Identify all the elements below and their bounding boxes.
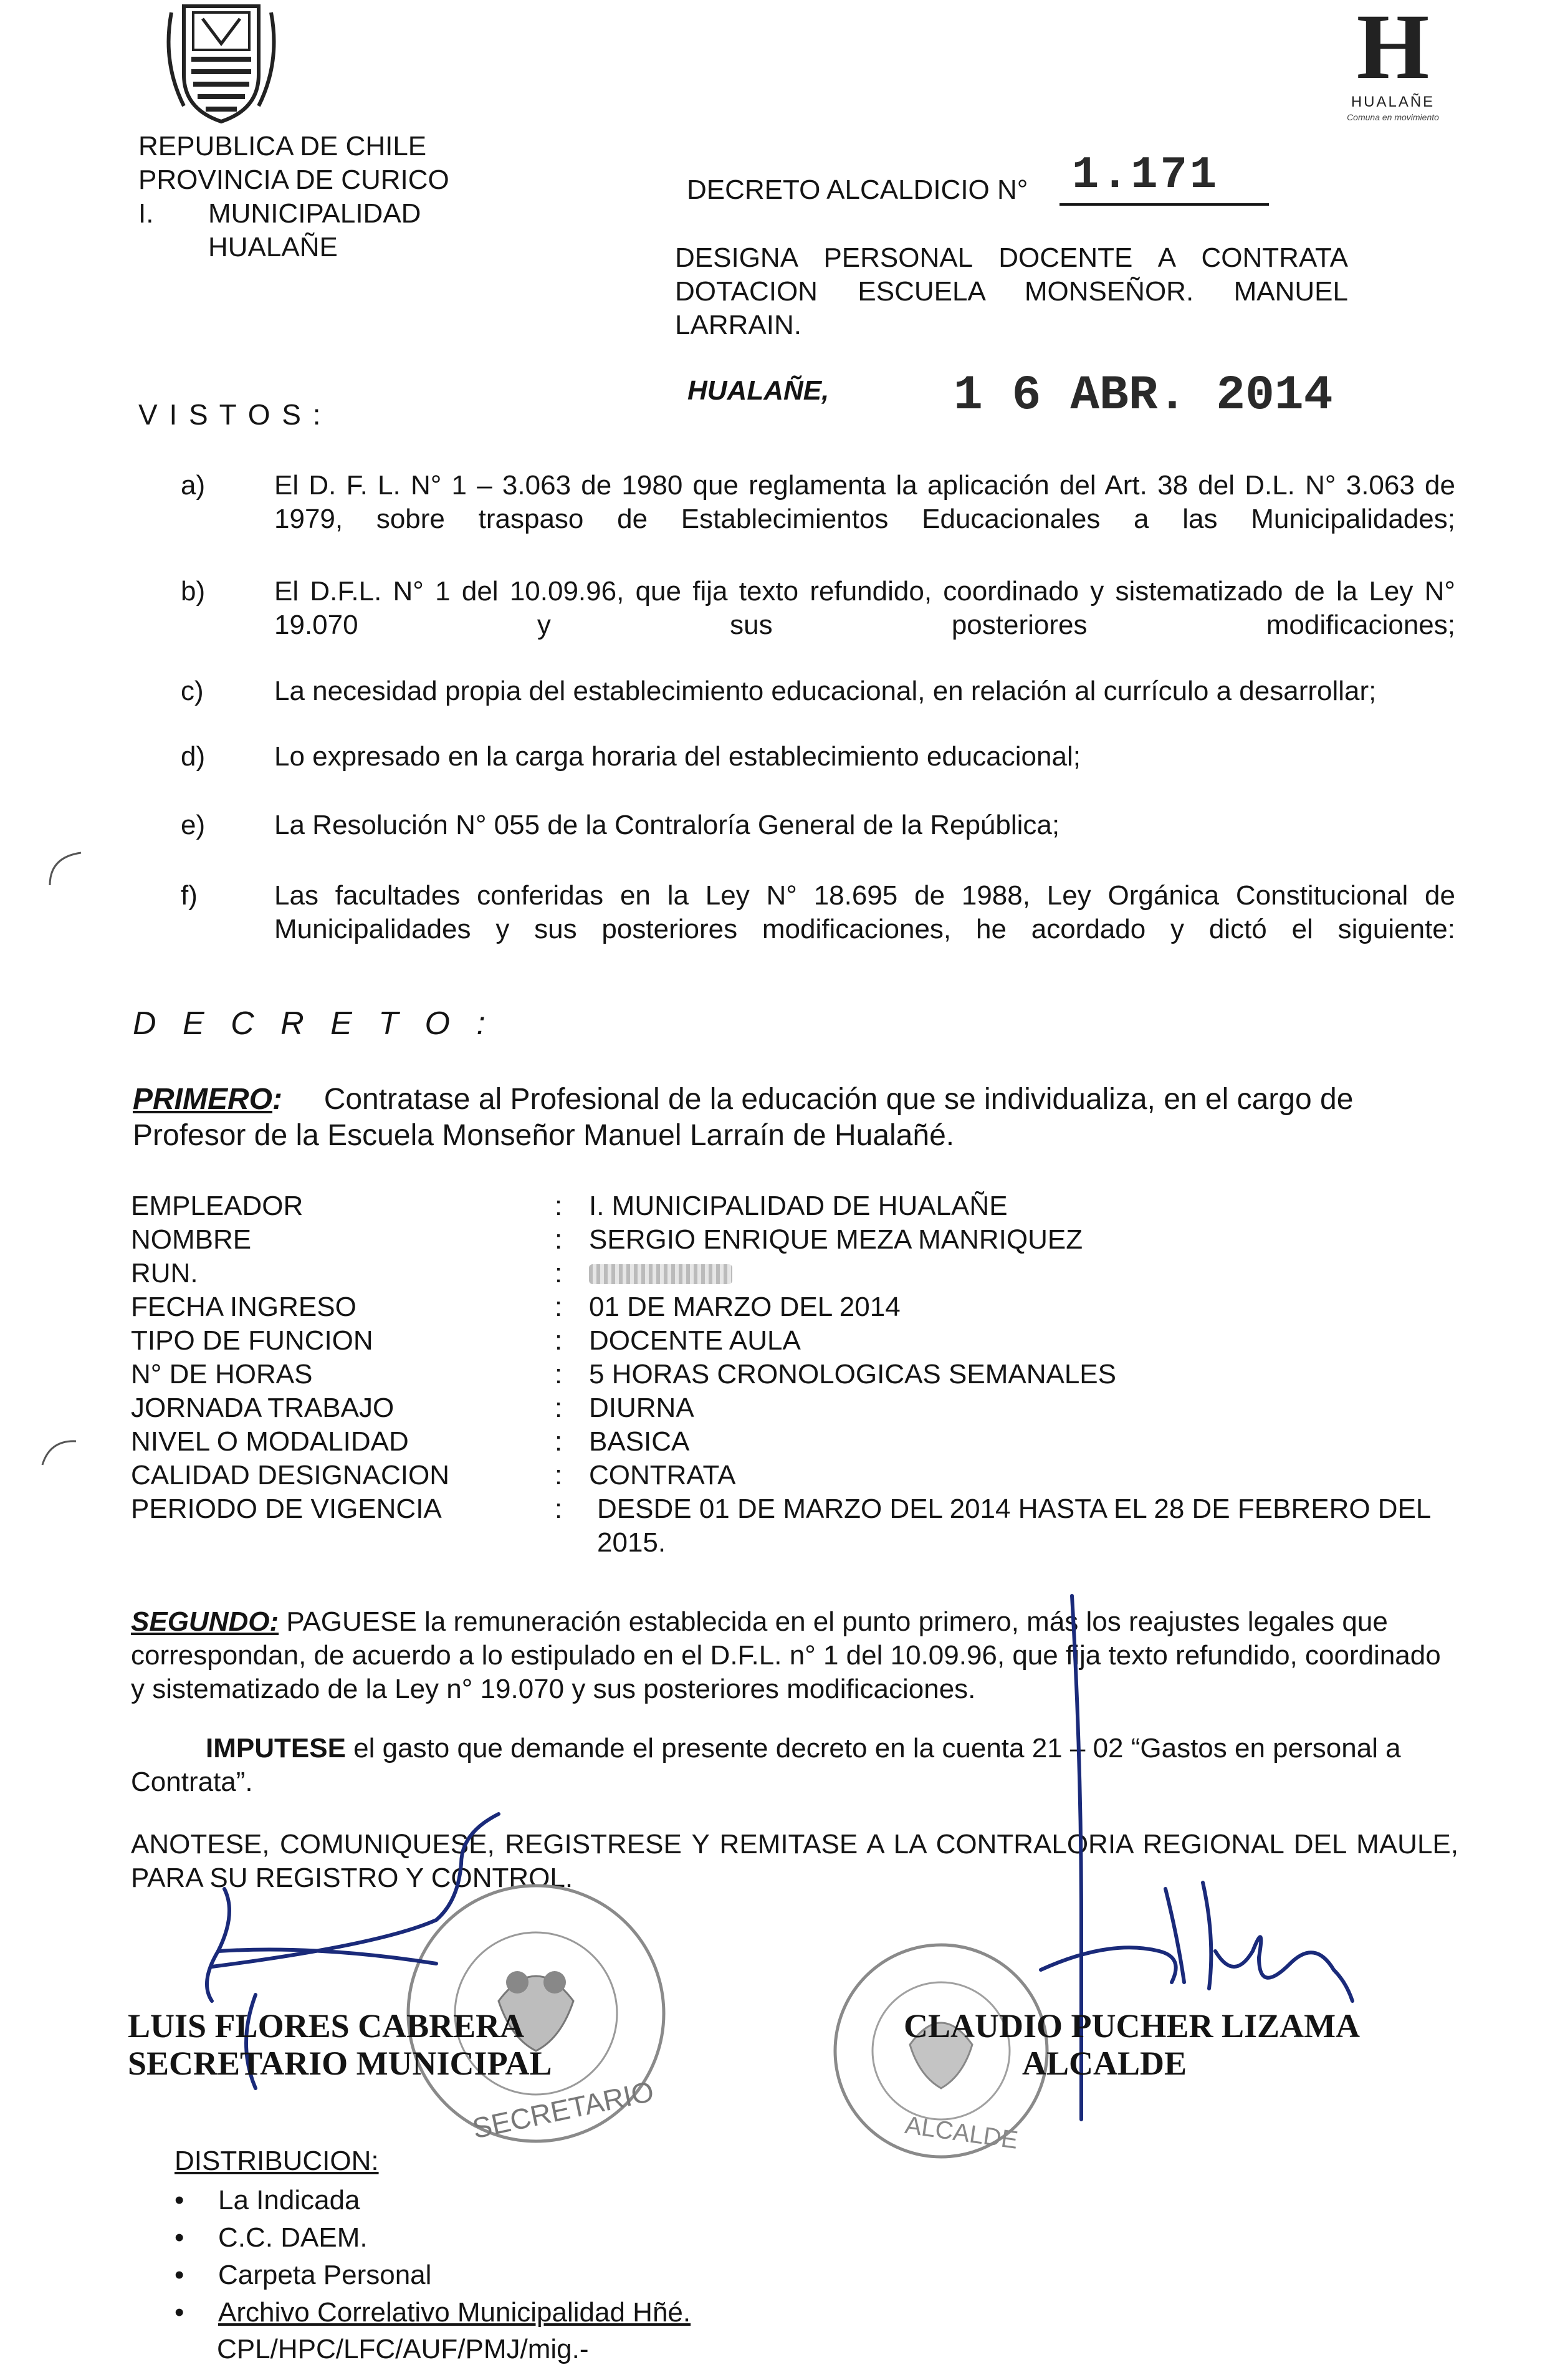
vistos-title: V I S T O S : (138, 398, 323, 431)
margin-mark (44, 848, 87, 891)
issuer-municipality-prefix: I. (138, 198, 154, 229)
mayor-stamp-text: ALCALDE (903, 2111, 1020, 2154)
field-colon: : (555, 1224, 563, 1255)
vistos-letter: f) (181, 880, 198, 911)
segundo-text: PAGUESE la remuneración establecida en el punto primero, más los reajustes legales que correspondan, de acuerdo a lo estipulado en el D.F.L. n° 1 del 10.09.96, que fija texto refundido, coordinado y sistematizado de la Ley n° 19.070 y sus posteriores modificaciones. (131, 1606, 1441, 1704)
primero-body (133, 1082, 1463, 1154)
field-colon: : (555, 1258, 563, 1288)
field-label: CALIDAD DESIGNACION (131, 1460, 449, 1490)
field-value: CONTRATA (589, 1460, 736, 1490)
field-value: I. MUNICIPALIDAD DE HUALAÑE (589, 1191, 1008, 1221)
municipal-crest-logo (159, 0, 284, 125)
decree-subject: DESIGNA PERSONAL DOCENTE A CONTRATA DOTACION ESCUELA MONSEÑOR. MANUEL LARRAIN. (675, 242, 1348, 340)
mayor-name: CLAUDIO PUCHER LIZAMA (904, 2007, 1361, 2045)
field-label: TIPO DE FUNCION (131, 1325, 373, 1356)
field-colon: : (555, 1191, 563, 1221)
field-label: JORNADA TRABAJO (131, 1393, 395, 1423)
field-value: SERGIO ENRIQUE MEZA MANRIQUEZ (589, 1224, 1083, 1255)
imputese-text: el gasto que demande el presente decreto en la cuenta 21 – 02 “Gastos en personal a Contrata”. (131, 1733, 1401, 1797)
anotese-paragraph: ANOTESE, COMUNIQUESE, REGISTRESE Y REMITASE A LA CONTRALORIA REGIONAL DEL MAULE, PARA SU REGISTRO Y CONTROL. (131, 1829, 1458, 1893)
primero-colon: : (272, 1083, 282, 1116)
field-label: FECHA INGRESO (131, 1292, 356, 1322)
issuer-municipality (138, 197, 449, 231)
vistos-letter: c) (181, 676, 204, 706)
field-colon: : (555, 1393, 563, 1423)
vistos-text: Las facultades conferidas en la Ley N° 18.695 de 1988, Ley Orgánica Constitucional de Municipalidades y sus posteriores modificaciones, he acordado y dictó el siguiente: (274, 880, 1455, 944)
vistos-text: Lo expresado en la carga horaria del establecimiento educacional; (274, 741, 1081, 772)
decree-label: DECRETO ALCALDICIO N° (687, 175, 1028, 205)
field-label: PERIODO DE VIGENCIA (131, 1494, 442, 1524)
vistos-letter: d) (181, 741, 206, 772)
vistos-text: La Resolución N° 055 de la Contraloría General de la República; (274, 810, 1060, 840)
hualane-logo-name: HUALAÑE (1351, 94, 1435, 110)
distribucion-list (175, 2182, 691, 2331)
field-label: EMPLEADOR (131, 1191, 304, 1221)
list-item: • Archivo Correlativo Municipalidad Hñé. (175, 2294, 691, 2331)
issuer-commune: HUALAÑE (208, 232, 338, 262)
field-label: NIVEL O MODALIDAD (131, 1426, 409, 1457)
secretary-name: LUIS FLORES CABRERA (128, 2007, 525, 2045)
issuer-municipality-label: MUNICIPALIDAD (208, 198, 421, 229)
imputese-paragraph (131, 1732, 1452, 1799)
decree-place: HUALAÑE, (687, 375, 830, 406)
vistos-letter: b) (181, 576, 206, 607)
primero-text: Contratase al Profesional de la educación que se individualiza, en el cargo de Profesor de la Escuela Monseñor Manuel Larraín de Hualañé. (133, 1083, 1354, 1152)
margin-mark (37, 1434, 81, 1471)
primero-paragraph (133, 1082, 1463, 1154)
vistos-letter: e) (181, 810, 206, 840)
field-label: N° DE HORAS (131, 1359, 313, 1389)
segundo-label: SEGUNDO: (131, 1606, 279, 1637)
field-label: RUN. (131, 1258, 198, 1288)
decree-number-stamp: 1.171 (1072, 150, 1220, 201)
field-value: 01 DE MARZO DEL 2014 (589, 1292, 901, 1322)
field-row (131, 1492, 1446, 1561)
field-colon: : (555, 1292, 563, 1322)
distribucion-footer: CPL/HPC/LFC/AUF/PMJ/mig.- (217, 2334, 589, 2364)
hualane-logo-letter: H (1356, 0, 1430, 98)
list-item: • C.C. DAEM. (175, 2219, 691, 2257)
field-colon: : (555, 1494, 563, 1524)
field-value: DOCENTE AULA (589, 1325, 801, 1356)
field-colon: : (555, 1325, 563, 1356)
field-value: DESDE 01 DE MARZO DEL 2014 HASTA EL 28 DE FEBRERO DEL 2015. (597, 1494, 1430, 1558)
decreto-title: D E C R E T O : (133, 1005, 494, 1042)
decree-number-line (1059, 203, 1269, 206)
vistos-letter: a) (181, 470, 206, 501)
secretary-stamp-text: SECRETARIO (469, 2075, 657, 2145)
field-value: DIURNA (589, 1393, 694, 1423)
field-colon: : (555, 1426, 563, 1457)
issuer-province: PROVINCIA DE CURICO (138, 165, 449, 195)
vistos-text: La necesidad propia del establecimiento educacional, en relación al currículo a desarrollar; (274, 676, 1377, 706)
mayor-title: ALCALDE (1022, 2045, 1187, 2082)
list-item: • La Indicada (175, 2182, 691, 2219)
segundo-paragraph (131, 1605, 1446, 1706)
field-value: 5 HORAS CRONOLOGICAS SEMANALES (589, 1359, 1116, 1389)
vistos-text: El D. F. L. N° 1 – 3.063 de 1980 que reglamenta la aplicación del Art. 38 del D.L. N° 3.063 de 1979, sobre traspaso de Establecimientos Educacionales a las Municipalidades; (274, 470, 1455, 534)
decree-date-stamp: 1 6 ABR. 2014 (954, 368, 1333, 423)
issuer-block (138, 130, 449, 264)
list-item: • Carpeta Personal (175, 2257, 691, 2294)
field-value-redacted (589, 1264, 732, 1284)
field-colon: : (555, 1359, 563, 1389)
primero-label: PRIMERO (133, 1083, 273, 1116)
hualane-logo (1346, 0, 1440, 122)
field-value: BASICA (589, 1426, 690, 1457)
field-colon: : (555, 1460, 563, 1490)
secretary-title: SECRETARIO MUNICIPAL (128, 2045, 552, 2082)
issuer-country: REPUBLICA DE CHILE (138, 131, 427, 161)
field-label: NOMBRE (131, 1224, 252, 1255)
vistos-text: El D.F.L. N° 1 del 10.09.96, que fija texto refundido, coordinado y sistematizado de la Ley N° 19.070 y sus posteriores modificaciones; (274, 576, 1455, 640)
imputese-label: IMPUTESE (206, 1733, 346, 1763)
hualane-logo-tagline: Comuna en movimiento (1347, 112, 1439, 122)
distribucion-title: DISTRIBUCION: (175, 2146, 379, 2176)
